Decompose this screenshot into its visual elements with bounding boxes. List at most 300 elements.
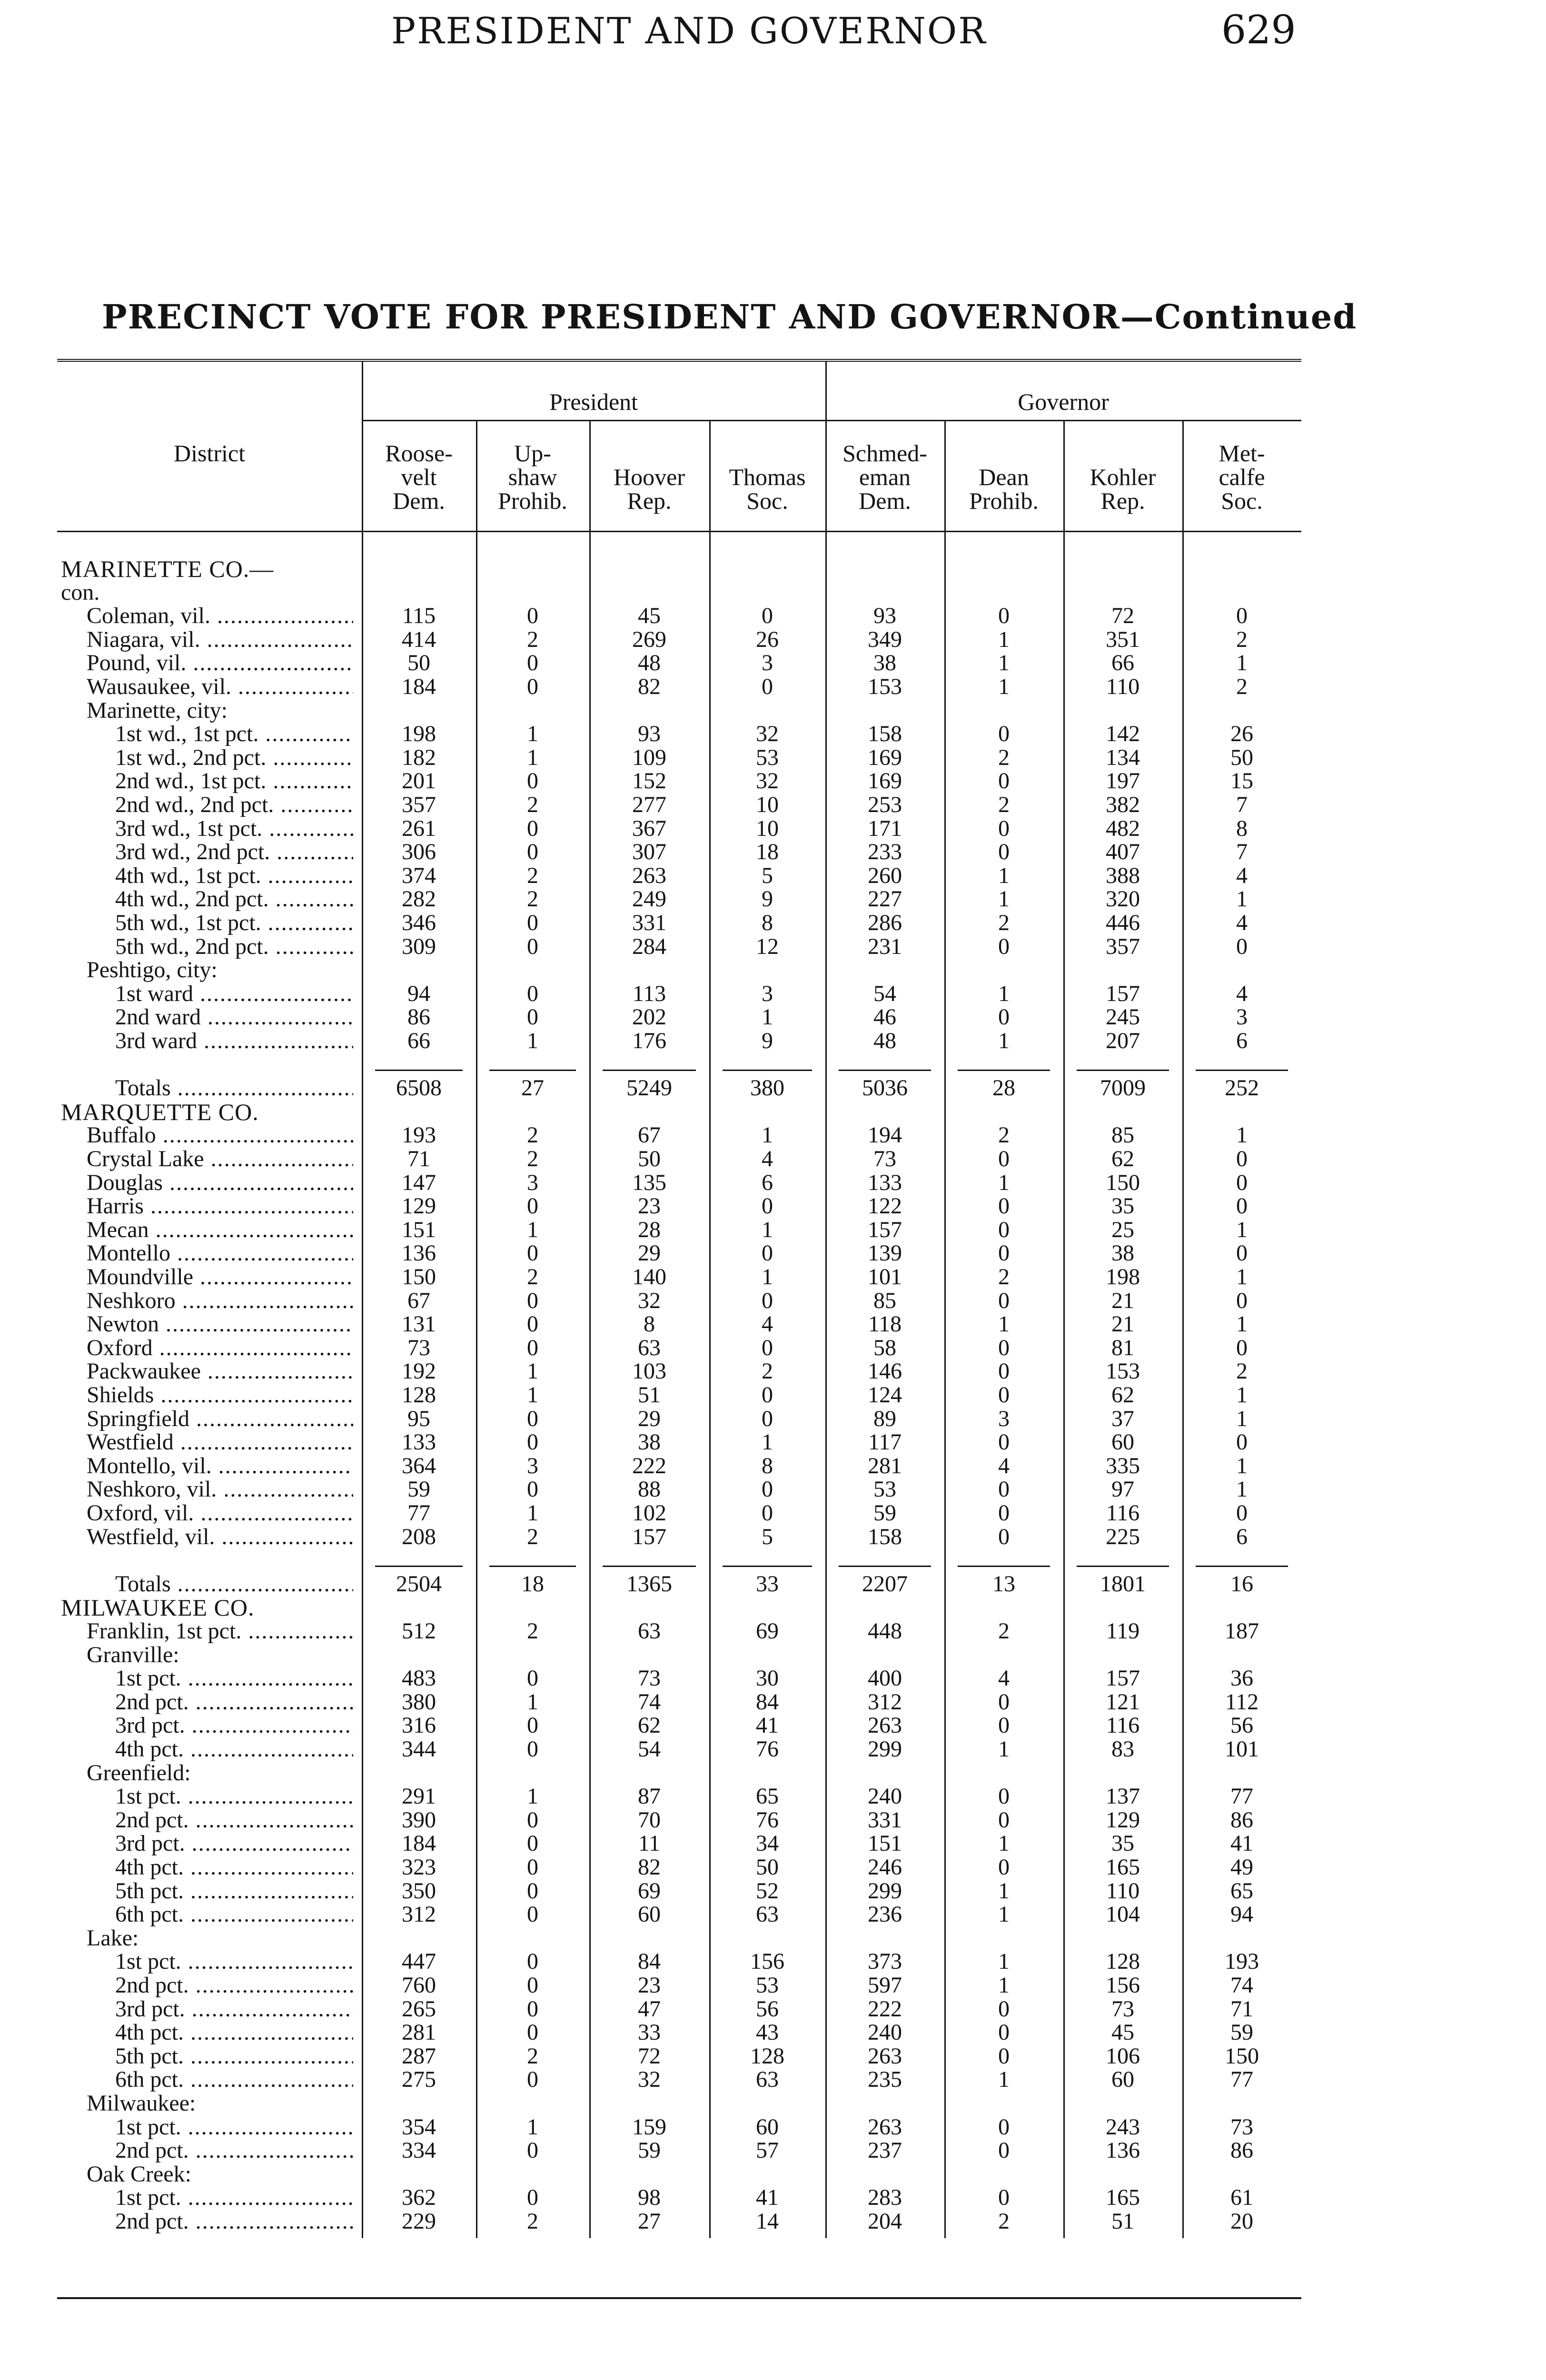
vote-value: 1 — [762, 1429, 773, 1455]
vote-value: 1 — [1236, 1477, 1248, 1502]
vote-value: 2 — [527, 626, 538, 652]
vote-value: 86 — [1230, 2138, 1253, 2163]
vote-value: 60 — [1111, 1429, 1134, 1455]
vote-value: 25 — [1111, 1217, 1134, 1242]
vote-value: 2 — [1236, 1359, 1248, 1384]
vote-value: 0 — [998, 1335, 1010, 1360]
vote-value: 66 — [1111, 650, 1134, 676]
vote-value: 136 — [402, 1240, 436, 1266]
total-value: 380 — [750, 1075, 784, 1101]
vote-value: 0 — [762, 1193, 773, 1219]
vote-value: 309 — [402, 933, 436, 959]
district-label: 2nd pct. ..... — [115, 2210, 353, 2233]
vote-value: 0 — [527, 1335, 538, 1360]
subgroup-label: Greenfield: — [87, 1760, 191, 1785]
vote-value: 53 — [756, 1973, 779, 1998]
vote-value: 2 — [762, 1359, 773, 1384]
vote-value: 222 — [868, 1996, 902, 2022]
vote-value: 101 — [868, 1264, 902, 1289]
vote-value: 229 — [402, 2209, 436, 2234]
district-label: 1st wd., 1st pct. ..... — [115, 722, 353, 746]
vote-value: 112 — [1225, 1689, 1259, 1715]
vote-value: 382 — [1106, 792, 1140, 817]
vote-value: 1 — [1236, 1217, 1248, 1242]
page-number: 629 — [1221, 8, 1296, 53]
vote-value: 245 — [1106, 1004, 1140, 1030]
vote-value: 1 — [527, 1382, 538, 1408]
vote-value: 0 — [998, 1807, 1010, 1833]
vote-value: 4 — [762, 1146, 773, 1171]
vote-value: 192 — [402, 1359, 436, 1384]
vote-value: 59 — [873, 1500, 896, 1526]
vote-value: 43 — [756, 2020, 779, 2045]
column-header-1-line-2: Prohib. — [498, 487, 567, 514]
vote-value: 202 — [632, 1004, 666, 1030]
vote-value: 0 — [527, 603, 538, 629]
vote-value: 102 — [632, 1500, 666, 1526]
vote-value: 56 — [756, 1996, 779, 2022]
vote-value: 48 — [638, 650, 661, 676]
vote-value: 63 — [756, 2067, 779, 2092]
vote-value: 135 — [632, 1170, 666, 1195]
vote-value: 334 — [402, 2138, 436, 2163]
vote-value: 283 — [868, 2185, 902, 2211]
vote-value: 65 — [1230, 1878, 1253, 1904]
vote-value: 67 — [638, 1122, 661, 1148]
vote-value: 51 — [1111, 2209, 1134, 2234]
vote-value: 0 — [527, 2067, 538, 2092]
vote-value: 1 — [527, 1500, 538, 1526]
vote-value: 38 — [1111, 1240, 1134, 1266]
vote-value: 0 — [527, 839, 538, 865]
total-value: 7009 — [1100, 1075, 1146, 1101]
vote-value: 0 — [998, 1689, 1010, 1715]
totals-rule — [375, 1070, 463, 1071]
vote-value: 388 — [1106, 863, 1140, 888]
vote-value: 0 — [527, 1996, 538, 2022]
vote-value: 0 — [998, 2114, 1010, 2140]
vote-value: 354 — [402, 2114, 436, 2140]
vote-value: 84 — [638, 1949, 661, 1974]
vote-value: 41 — [756, 2185, 779, 2211]
district-label: Buffalo ..... — [87, 1123, 353, 1147]
vote-value: 50 — [756, 1854, 779, 1880]
vote-value: 157 — [868, 1217, 902, 1242]
vote-value: 119 — [1106, 1618, 1140, 1644]
vote-value: 1 — [1236, 650, 1248, 676]
vote-value: 0 — [527, 1240, 538, 1266]
vote-value: 65 — [756, 1784, 779, 1809]
vote-value: 157 — [1106, 1666, 1140, 1691]
vote-value: 76 — [756, 1736, 779, 1762]
vote-value: 0 — [998, 1004, 1010, 1030]
vote-value: 0 — [527, 1831, 538, 1856]
vote-value: 2 — [1236, 626, 1248, 652]
district-label: 5th pct. ..... — [115, 2044, 353, 2068]
vote-value: 3 — [1236, 1004, 1248, 1030]
vote-value: 74 — [638, 1689, 661, 1715]
vote-value: 110 — [1106, 674, 1140, 699]
vote-value: 4 — [1236, 981, 1248, 1006]
vote-value: 4 — [1236, 910, 1248, 935]
district-label: 1st pct. ..... — [115, 1950, 353, 1973]
vote-value: 0 — [527, 1736, 538, 1762]
vote-value: 56 — [1230, 1713, 1253, 1738]
district-label: 1st pct. ..... — [115, 2115, 353, 2139]
vote-value: 54 — [873, 981, 896, 1006]
column-header-0-line-2: Dem. — [393, 487, 445, 514]
vote-value: 357 — [1106, 933, 1140, 959]
vote-value: 136 — [1106, 2138, 1140, 2163]
vote-value: 70 — [638, 1807, 661, 1833]
district-label: 2nd pct. ..... — [115, 1690, 353, 1714]
vote-value: 45 — [1111, 2020, 1134, 2045]
vote-value: 236 — [868, 1902, 902, 1927]
vote-value: 0 — [998, 1784, 1010, 1809]
vote-value: 0 — [527, 1713, 538, 1738]
total-value: 5249 — [626, 1075, 672, 1101]
vote-value: 93 — [638, 721, 661, 747]
vote-value: 482 — [1106, 815, 1140, 841]
column-header-4-line-2: Dem. — [859, 487, 911, 514]
vote-value: 0 — [527, 1807, 538, 1833]
vote-value: 0 — [1236, 1240, 1248, 1266]
vote-value: 299 — [868, 1736, 902, 1762]
vote-value: 0 — [762, 1477, 773, 1502]
vote-value: 101 — [1225, 1736, 1259, 1762]
subgroup-label: Peshtigo, city: — [87, 957, 218, 983]
vote-value: 275 — [402, 2067, 436, 2092]
vote-value: 59 — [407, 1477, 430, 1502]
vote-value: 597 — [868, 1973, 902, 1998]
vote-value: 57 — [756, 2138, 779, 2163]
vote-value: 169 — [868, 744, 902, 770]
vote-value: 6 — [762, 1170, 773, 1195]
vote-value: 104 — [1106, 1902, 1140, 1927]
vote-value: 8 — [762, 1453, 773, 1478]
vote-value: 193 — [1225, 1949, 1259, 1974]
vote-value: 73 — [638, 1666, 661, 1691]
vote-value: 165 — [1106, 2185, 1140, 2211]
vote-value: 106 — [1106, 2043, 1140, 2069]
subgroup-label: Milwaukee: — [87, 2091, 196, 2116]
vote-value: 21 — [1111, 1288, 1134, 1313]
vote-value: 263 — [868, 1713, 902, 1738]
vote-value: 0 — [998, 1477, 1010, 1502]
vote-value: 36 — [1230, 1666, 1253, 1691]
vote-value: 2 — [998, 1122, 1010, 1148]
vote-value: 3 — [762, 981, 773, 1006]
vote-value: 1 — [998, 1831, 1010, 1856]
vote-value: 165 — [1106, 1854, 1140, 1880]
vote-value: 261 — [402, 815, 436, 841]
column-header-2-line-1: Hoover — [614, 464, 685, 490]
vote-value: 1 — [527, 721, 538, 747]
vote-value: 1 — [998, 626, 1010, 652]
total-value: 27 — [521, 1075, 544, 1101]
vote-value: 281 — [402, 2020, 436, 2045]
district-label: 3rd pct. ..... — [115, 1832, 353, 1855]
vote-value: 1 — [998, 886, 1010, 912]
vote-value: 11 — [638, 1831, 661, 1856]
vote-value: 84 — [756, 1689, 779, 1715]
vote-value: 0 — [998, 1240, 1010, 1266]
vote-value: 1 — [527, 1784, 538, 1809]
total-value: 28 — [992, 1075, 1015, 1101]
governor-group-header: Governor — [1018, 388, 1109, 415]
vote-value: 227 — [868, 886, 902, 912]
vote-value: 85 — [873, 1288, 896, 1313]
vote-value: 58 — [873, 1335, 896, 1360]
vote-value: 2 — [998, 744, 1010, 770]
vote-value: 407 — [1106, 839, 1140, 865]
district-label: Neshkoro ..... — [87, 1289, 353, 1313]
vote-value: 4 — [1236, 863, 1248, 888]
district-label: Pound, vil. ..... — [87, 651, 353, 675]
vote-value: 134 — [1106, 744, 1140, 770]
column-header-7-line-0: Met- — [1219, 440, 1265, 466]
vote-value: 49 — [1230, 1854, 1253, 1880]
vote-value: 1 — [998, 1028, 1010, 1053]
vote-value: 269 — [632, 626, 666, 652]
vote-value: 0 — [998, 1996, 1010, 2022]
vote-value: 0 — [762, 1240, 773, 1266]
vote-value: 0 — [527, 1949, 538, 1974]
totals-rule — [1196, 1566, 1288, 1567]
total-value: 2207 — [862, 1571, 908, 1597]
vote-value: 124 — [868, 1382, 902, 1408]
vote-value: 231 — [868, 933, 902, 959]
totals-rule — [839, 1566, 931, 1567]
vote-value: 12 — [756, 933, 779, 959]
vote-value: 6 — [1236, 1028, 1248, 1053]
district-label: Harris ..... — [87, 1194, 353, 1218]
vote-value: 29 — [638, 1240, 661, 1266]
vote-value: 94 — [407, 981, 430, 1006]
district-label: 3rd wd., 2nd pct. ..... — [115, 840, 353, 864]
vote-value: 21 — [1111, 1311, 1134, 1337]
vote-value: 263 — [632, 863, 666, 888]
total-value: 252 — [1225, 1075, 1259, 1101]
vote-value: 118 — [868, 1311, 902, 1337]
vote-value: 0 — [1236, 1500, 1248, 1526]
vote-value: 152 — [632, 768, 666, 794]
vote-value: 8 — [644, 1311, 655, 1337]
totals-label: Totals ..... — [115, 1076, 353, 1100]
total-value: 6508 — [396, 1075, 442, 1101]
vote-value: 1 — [998, 981, 1010, 1006]
vote-value: 243 — [1106, 2114, 1140, 2140]
vote-value: 197 — [1106, 768, 1140, 794]
vote-value: 83 — [1111, 1736, 1134, 1762]
president-group-header: President — [549, 388, 638, 415]
subgroup-label: Granville: — [87, 1642, 179, 1667]
district-label: 3rd wd., 1st pct. ..... — [115, 817, 353, 841]
vote-value: 29 — [638, 1406, 661, 1431]
vote-value: 2 — [527, 1146, 538, 1171]
vote-value: 0 — [762, 1288, 773, 1313]
vote-value: 1 — [527, 744, 538, 770]
vote-value: 0 — [998, 1854, 1010, 1880]
vote-value: 14 — [756, 2209, 779, 2234]
vote-value: 32 — [638, 1288, 661, 1313]
vote-value: 306 — [402, 839, 436, 865]
vote-value: 121 — [1106, 1689, 1140, 1715]
vote-value: 2 — [527, 2043, 538, 2069]
vote-value: 86 — [1230, 1807, 1253, 1833]
district-label: 4th wd., 1st pct. ..... — [115, 864, 353, 888]
vote-value: 1 — [998, 1170, 1010, 1195]
vote-value: 0 — [527, 1288, 538, 1313]
vote-value: 282 — [402, 886, 436, 912]
vote-value: 61 — [1230, 2185, 1253, 2211]
vote-value: 128 — [402, 1382, 436, 1408]
totals-rule — [723, 1566, 812, 1567]
vote-value: 263 — [868, 2043, 902, 2069]
vote-value: 316 — [402, 1713, 436, 1738]
vote-value: 0 — [1236, 1288, 1248, 1313]
vote-value: 512 — [402, 1618, 436, 1644]
vote-value: 1 — [998, 1878, 1010, 1904]
vote-value: 48 — [873, 1028, 896, 1053]
district-label: 2nd wd., 2nd pct. ..... — [115, 793, 353, 817]
column-header-1-line-0: Up- — [514, 440, 551, 466]
column-header-4-line-1: eman — [859, 464, 911, 490]
vote-value: 18 — [756, 839, 779, 865]
county-heading: MILWAUKEE CO. — [61, 1594, 255, 1621]
vote-value: 73 — [407, 1335, 430, 1360]
vote-value: 483 — [402, 1666, 436, 1691]
vote-value: 88 — [638, 1477, 661, 1502]
district-label: 2nd ward ..... — [115, 1005, 353, 1029]
vote-value: 7 — [1236, 839, 1248, 865]
vote-value: 0 — [998, 2043, 1010, 2069]
vote-value: 0 — [998, 1146, 1010, 1171]
vote-value: 63 — [638, 1335, 661, 1360]
vote-value: 4 — [998, 1666, 1010, 1691]
totals-rule — [489, 1070, 576, 1071]
vote-value: 140 — [632, 1264, 666, 1289]
vote-value: 4 — [762, 1311, 773, 1337]
vote-value: 0 — [998, 603, 1010, 629]
vote-value: 2 — [998, 2209, 1010, 2234]
vote-value: 69 — [638, 1878, 661, 1904]
vote-value: 182 — [402, 744, 436, 770]
vote-value: 38 — [638, 1429, 661, 1455]
vote-value: 253 — [868, 792, 902, 817]
vote-value: 335 — [1106, 1453, 1140, 1478]
county-heading: con. — [61, 579, 100, 605]
vote-value: 129 — [402, 1193, 436, 1219]
vote-value: 1 — [527, 2114, 538, 2140]
vote-value: 171 — [868, 815, 902, 841]
totals-rule — [1077, 1566, 1169, 1567]
vote-value: 54 — [638, 1736, 661, 1762]
vote-value: 89 — [873, 1406, 896, 1431]
totals-rule — [1077, 1070, 1169, 1071]
vote-value: 373 — [868, 1949, 902, 1974]
vote-value: 312 — [868, 1689, 902, 1715]
vote-value: 2 — [527, 1122, 538, 1148]
vote-value: 26 — [1230, 721, 1253, 747]
column-header-7-line-2: Soc. — [1221, 487, 1263, 514]
district-header: District — [174, 440, 245, 466]
total-value: 18 — [521, 1571, 544, 1597]
total-value: 1365 — [626, 1571, 672, 1597]
district-label: Mecan ..... — [87, 1218, 353, 1242]
county-heading: MARQUETTE CO. — [61, 1098, 259, 1125]
vote-value: 41 — [756, 1713, 779, 1738]
vote-value: 2 — [527, 792, 538, 817]
totals-rule — [958, 1566, 1050, 1567]
district-label: 4th wd., 2nd pct. ..... — [115, 887, 353, 911]
vote-value: 1 — [1236, 1264, 1248, 1289]
vote-value: 1 — [527, 1028, 538, 1053]
vote-value: 312 — [402, 1902, 436, 1927]
vote-value: 0 — [998, 815, 1010, 841]
vote-value: 0 — [527, 1902, 538, 1927]
vote-value: 137 — [1106, 1784, 1140, 1809]
vote-value: 76 — [756, 1807, 779, 1833]
vote-value: 249 — [632, 886, 666, 912]
vote-value: 0 — [527, 1406, 538, 1431]
district-label: 6th pct. ..... — [115, 2068, 353, 2092]
vote-value: 82 — [638, 674, 661, 699]
vote-value: 73 — [1111, 1996, 1134, 2022]
vote-value: 8 — [762, 910, 773, 935]
vote-value: 122 — [868, 1193, 902, 1219]
table-title: PRECINCT VOTE FOR PRESIDENT AND GOVERNOR—Continued — [102, 297, 1358, 337]
vote-value: 77 — [1230, 1784, 1253, 1809]
vote-value: 194 — [868, 1122, 902, 1148]
vote-value: 344 — [402, 1736, 436, 1762]
vote-value: 113 — [632, 981, 666, 1006]
vote-value: 156 — [1106, 1973, 1140, 1998]
vote-table — [57, 359, 1301, 2299]
table-grid — [57, 362, 1301, 2297]
vote-value: 151 — [402, 1217, 436, 1242]
vote-value: 184 — [402, 674, 436, 699]
vote-value: 184 — [402, 1831, 436, 1856]
column-header-6-line-1: Kohler — [1090, 464, 1156, 490]
vote-value: 1 — [998, 1311, 1010, 1337]
column-header-5-line-2: Prohib. — [969, 487, 1039, 514]
vote-value: 73 — [873, 1146, 896, 1171]
vote-value: 158 — [868, 721, 902, 747]
vote-value: 1 — [1236, 1453, 1248, 1478]
vote-value: 0 — [762, 1335, 773, 1360]
vote-value: 390 — [402, 1807, 436, 1833]
vote-value: 3 — [527, 1453, 538, 1478]
vote-value: 380 — [402, 1689, 436, 1715]
total-value: 13 — [992, 1571, 1015, 1597]
vote-value: 201 — [402, 768, 436, 794]
vote-value: 20 — [1230, 2209, 1253, 2234]
district-label: 5th pct. ..... — [115, 1879, 353, 1903]
vote-value: 277 — [632, 792, 666, 817]
totals-rule — [375, 1566, 463, 1567]
vote-value: 1 — [998, 1973, 1010, 1998]
vote-value: 45 — [638, 603, 661, 629]
vote-value: 41 — [1230, 1831, 1253, 1856]
vote-value: 176 — [632, 1028, 666, 1053]
vote-value: 71 — [1230, 1996, 1253, 2022]
vote-value: 198 — [402, 721, 436, 747]
total-value: 33 — [756, 1571, 779, 1597]
president-group-rule — [362, 420, 825, 421]
vote-value: 0 — [1236, 1335, 1248, 1360]
vote-value: 246 — [868, 1854, 902, 1880]
